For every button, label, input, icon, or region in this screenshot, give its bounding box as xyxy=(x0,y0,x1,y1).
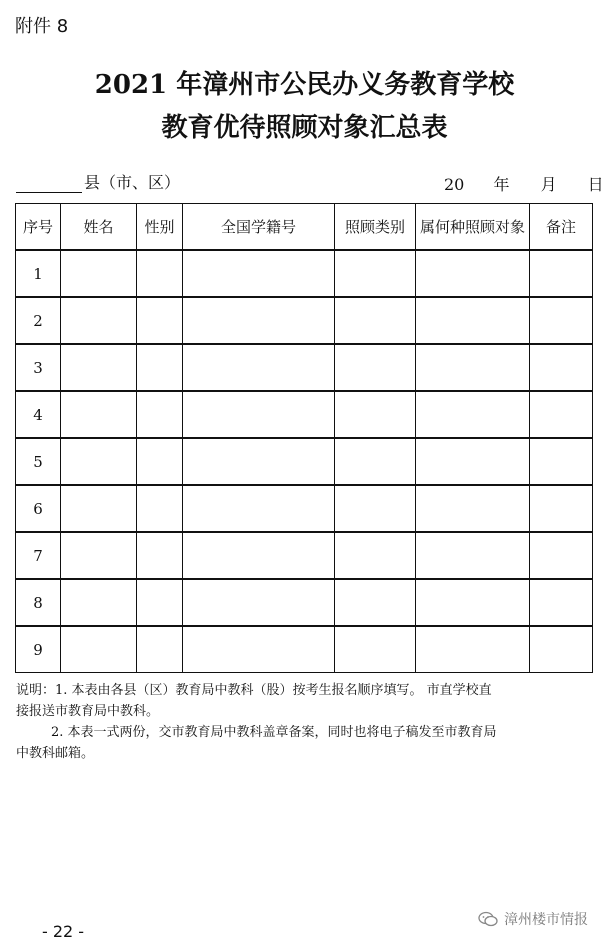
row-number: 4 xyxy=(16,391,61,438)
cell-remarks[interactable] xyxy=(530,532,593,579)
cell-care-type[interactable] xyxy=(416,297,530,344)
table-header-row xyxy=(16,204,593,251)
attachment-label: 附件 8 xyxy=(15,16,69,37)
note-line-2-cont: 中教科邮箱。 xyxy=(16,746,95,761)
title-line-1: 2021 年漳州市公民办义务教育学校 xyxy=(94,70,515,100)
header-remarks: 备注 xyxy=(530,204,593,251)
table-row xyxy=(16,532,593,579)
row-number: 8 xyxy=(16,579,61,626)
cell-care-type[interactable] xyxy=(416,438,530,485)
date-day-label: 日 xyxy=(587,175,604,194)
note-line-2: 2. 本表一式两份，交市教育局中教科盖章备案，同时也将电子稿发至市教育局 xyxy=(51,725,497,740)
cell-remarks[interactable] xyxy=(530,579,593,626)
cell-remarks[interactable] xyxy=(530,391,593,438)
cell-name[interactable] xyxy=(61,344,137,391)
cell-gender[interactable] xyxy=(137,391,183,438)
region-label: 县（市、区） xyxy=(84,173,181,192)
title-line-2: 教育优待照顾对象汇总表 xyxy=(161,113,448,143)
region-blank xyxy=(16,174,82,193)
cell-remarks[interactable] xyxy=(530,250,593,297)
row-number: 1 xyxy=(16,250,61,297)
cell-care-category[interactable] xyxy=(335,485,416,532)
cell-student-id[interactable] xyxy=(183,438,335,485)
watermark xyxy=(478,909,588,929)
cell-remarks[interactable] xyxy=(530,344,593,391)
cell-care-category[interactable] xyxy=(335,344,416,391)
cell-care-category[interactable] xyxy=(335,438,416,485)
cell-student-id[interactable] xyxy=(183,485,335,532)
cell-student-id[interactable] xyxy=(183,532,335,579)
table-row xyxy=(16,485,593,532)
cell-gender[interactable] xyxy=(137,250,183,297)
header-care-type: 属何种照顾对象 xyxy=(416,204,530,251)
cell-care-category[interactable] xyxy=(335,297,416,344)
cell-gender[interactable] xyxy=(137,532,183,579)
cell-care-type[interactable] xyxy=(416,626,530,673)
cell-student-id[interactable] xyxy=(183,250,335,297)
cell-student-id[interactable] xyxy=(183,579,335,626)
table-row xyxy=(16,579,593,626)
note-line-1: 说明：1. 本表由各县（区）教育局中教科（股）按考生报名顺序填写。 市直学校直 xyxy=(16,683,492,698)
table-row xyxy=(16,438,593,485)
cell-care-category[interactable] xyxy=(335,391,416,438)
cell-gender[interactable] xyxy=(137,438,183,485)
watermark-text: 漳州楼市情报 xyxy=(504,912,588,928)
cell-care-type[interactable] xyxy=(416,532,530,579)
cell-remarks[interactable] xyxy=(530,297,593,344)
table-row xyxy=(16,297,593,344)
cell-remarks[interactable] xyxy=(530,485,593,532)
cell-name[interactable] xyxy=(61,297,137,344)
date-year-label: 年 xyxy=(493,175,510,194)
row-number: 9 xyxy=(16,626,61,673)
cell-gender[interactable] xyxy=(137,626,183,673)
cell-gender[interactable] xyxy=(137,344,183,391)
page-number: - 22 - xyxy=(42,922,85,941)
cell-student-id[interactable] xyxy=(183,626,335,673)
table-row xyxy=(16,344,593,391)
cell-gender[interactable] xyxy=(137,579,183,626)
cell-care-category[interactable] xyxy=(335,250,416,297)
cell-remarks[interactable] xyxy=(530,626,593,673)
row-number: 3 xyxy=(16,344,61,391)
cell-remarks[interactable] xyxy=(530,438,593,485)
cell-care-category[interactable] xyxy=(335,626,416,673)
table-row xyxy=(16,626,593,673)
cell-gender[interactable] xyxy=(137,297,183,344)
cell-name[interactable] xyxy=(61,626,137,673)
cell-name[interactable] xyxy=(61,391,137,438)
cell-care-type[interactable] xyxy=(416,391,530,438)
cell-care-type[interactable] xyxy=(416,485,530,532)
region-line xyxy=(16,170,180,193)
date-year-prefix: 20 xyxy=(444,175,465,194)
note-line-1-cont: 接报送市教育局中教科。 xyxy=(16,704,160,719)
cell-name[interactable] xyxy=(61,579,137,626)
wechat-icon xyxy=(478,911,498,927)
cell-care-type[interactable] xyxy=(416,579,530,626)
cell-care-type[interactable] xyxy=(416,250,530,297)
table-row xyxy=(16,391,593,438)
cell-name[interactable] xyxy=(61,250,137,297)
header-care-category: 照顾类别 xyxy=(335,204,416,251)
notes xyxy=(16,680,596,764)
cell-care-category[interactable] xyxy=(335,579,416,626)
cell-gender[interactable] xyxy=(137,485,183,532)
table-row xyxy=(16,250,593,297)
cell-name[interactable] xyxy=(61,485,137,532)
row-number: 2 xyxy=(16,297,61,344)
row-number: 7 xyxy=(16,532,61,579)
summary-table xyxy=(15,203,593,673)
row-number: 5 xyxy=(16,438,61,485)
cell-care-type[interactable] xyxy=(416,344,530,391)
date-month-label: 月 xyxy=(540,175,557,194)
date-line xyxy=(444,172,604,195)
cell-name[interactable] xyxy=(61,532,137,579)
cell-care-category[interactable] xyxy=(335,532,416,579)
cell-student-id[interactable] xyxy=(183,344,335,391)
cell-student-id[interactable] xyxy=(183,297,335,344)
cell-student-id[interactable] xyxy=(183,391,335,438)
header-seq: 序号 xyxy=(16,204,61,251)
header-gender: 性别 xyxy=(137,204,183,251)
cell-name[interactable] xyxy=(61,438,137,485)
header-student-id: 全国学籍号 xyxy=(183,204,335,251)
row-number: 6 xyxy=(16,485,61,532)
header-name: 姓名 xyxy=(61,204,137,251)
